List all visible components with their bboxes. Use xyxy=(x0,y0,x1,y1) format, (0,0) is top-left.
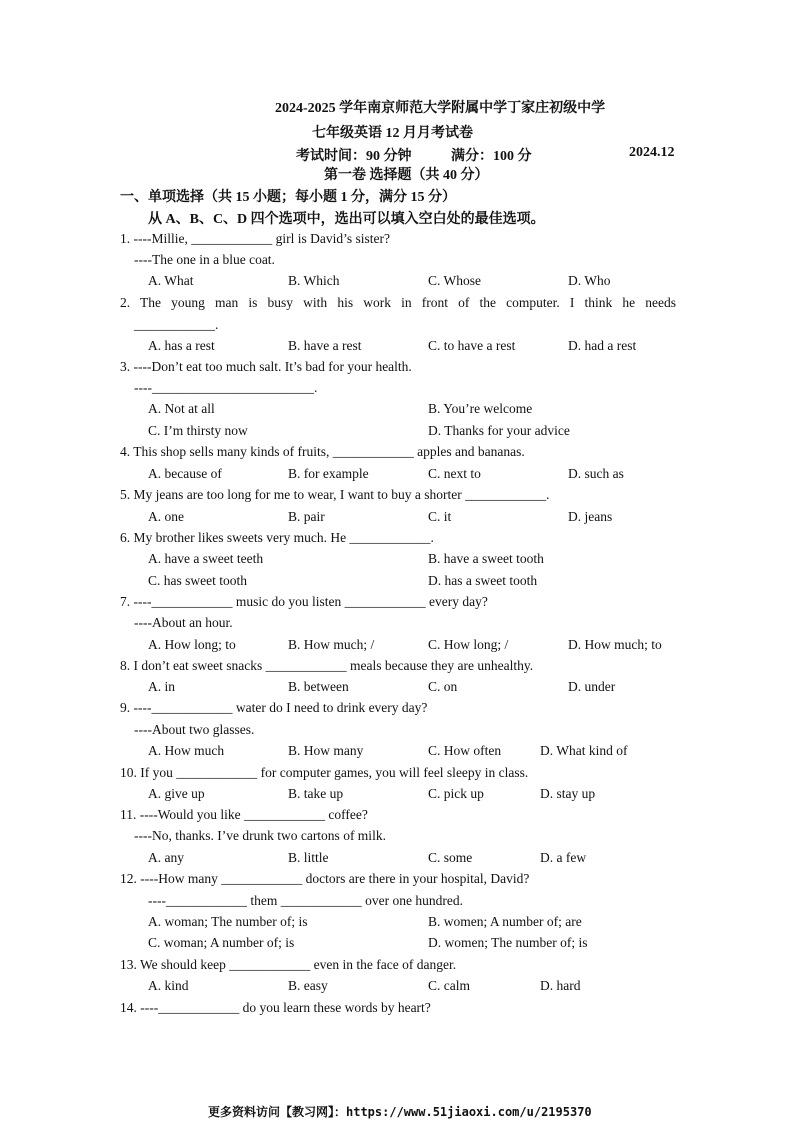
option: B. Which xyxy=(288,273,340,288)
option: D. a few xyxy=(540,850,587,865)
option: A. one xyxy=(148,509,184,524)
option: D. Thanks for your advice xyxy=(428,423,570,438)
option: B. between xyxy=(288,679,349,694)
option: D. women; The number of; is xyxy=(428,935,588,950)
option: B. have a sweet tooth xyxy=(428,551,544,566)
option: D. Who xyxy=(568,273,611,288)
option: A. What xyxy=(148,273,194,288)
part-title: 第一卷 选择题（共 40 分） xyxy=(324,168,489,183)
option: B. You’re welcome xyxy=(428,401,533,416)
question-line: 12. ----How many ____________ doctors are there in your hospital, David? xyxy=(120,871,530,886)
option: C. Whose xyxy=(428,273,481,288)
section-instruction: 从 A、B、C、D 四个选项中，选出可以填入空白处的最佳选项。 xyxy=(148,212,545,227)
option: B. easy xyxy=(288,978,328,993)
option: A. Not at all xyxy=(148,401,215,416)
exam-date: 2024.12 xyxy=(629,145,675,160)
option: A. How long; to xyxy=(148,637,236,652)
question-line: 3. ----Don’t eat too much salt. It’s bad for your health. xyxy=(120,359,412,374)
question-line: 6. My brother likes sweets very much. He ____________. xyxy=(120,530,434,545)
option: C. it xyxy=(428,509,452,524)
option: C. on xyxy=(428,679,458,694)
exam-score: 满分：100 分 xyxy=(451,149,532,164)
option: A. give up xyxy=(148,786,205,801)
question-line: 7. ----____________ music do you listen ____________ every day? xyxy=(120,594,488,609)
option: C. to have a rest xyxy=(428,338,516,353)
option: C. has sweet tooth xyxy=(148,573,247,588)
option: D. has a sweet tooth xyxy=(428,573,538,588)
option: C. How long; / xyxy=(428,637,509,652)
option: B. have a rest xyxy=(288,338,362,353)
question-line: 11. ----Would you like ____________ coffee? xyxy=(120,807,368,822)
question-line: 10. If you ____________ for computer games, you will feel sleepy in class. xyxy=(120,765,529,780)
option: B. women; A number of; are xyxy=(428,914,582,929)
option: C. some xyxy=(428,850,473,865)
option: A. has a rest xyxy=(148,338,215,353)
option: A. How much xyxy=(148,743,225,758)
option: C. I’m thirsty now xyxy=(148,423,248,438)
option: A. any xyxy=(148,850,184,865)
question-line: 1. ----Millie, ____________ girl is David’s sister? xyxy=(120,231,390,246)
option: C. calm xyxy=(428,978,470,993)
question-line: ____________. xyxy=(134,317,219,332)
footer-link-text: 更多资料访问【教习网】：https://www.51jiaoxi.com/u/2195370 xyxy=(208,1105,592,1119)
exam-title: 七年级英语 12 月月考试卷 xyxy=(312,126,473,141)
option: C. pick up xyxy=(428,786,484,801)
option: B. pair xyxy=(288,509,325,524)
question-line: 13. We should keep ____________ even in the face of danger. xyxy=(120,957,457,972)
option: D. How much; to xyxy=(568,637,662,652)
option: D. such as xyxy=(568,466,624,481)
option: D. stay up xyxy=(540,786,596,801)
question-line: ----The one in a blue coat. xyxy=(134,252,275,267)
option: D. What kind of xyxy=(540,743,628,758)
option: D. jeans xyxy=(568,509,613,524)
option: A. kind xyxy=(148,978,189,993)
question-line: ----________________________. xyxy=(134,380,318,395)
section-title: 一、单项选择（共 15 小题；每小题 1 分，满分 15 分） xyxy=(120,190,456,205)
option: A. in xyxy=(148,679,175,694)
question-line: 5. My jeans are too long for me to wear, I want to buy a shorter ____________. xyxy=(120,487,550,502)
question-line: 2. The young man is busy with his work in front of the computer. I think he needs xyxy=(120,295,676,310)
question-line: 9. ----____________ water do I need to drink every day? xyxy=(120,700,428,715)
option: D. under xyxy=(568,679,616,694)
question-line: 8. I don’t eat sweet snacks ____________ meals because they are unhealthy. xyxy=(120,658,534,673)
option: B. How much; / xyxy=(288,637,375,652)
exam-info xyxy=(296,145,686,165)
question-line: ----____________ them ____________ over one hundred. xyxy=(148,893,463,908)
school-title: 2024-2025 学年南京师范大学附属中学丁家庄初级中学 xyxy=(275,101,606,116)
option: A. because of xyxy=(148,466,222,481)
question-line: ----No, thanks. I’ve drunk two cartons of milk. xyxy=(134,828,386,843)
question-line: 4. This shop sells many kinds of fruits, ____________ apples and bananas. xyxy=(120,444,525,459)
exam-time: 考试时间：90 分钟 xyxy=(296,149,412,164)
option: B. little xyxy=(288,850,329,865)
question-line: ----About an hour. xyxy=(134,615,233,630)
option: D. hard xyxy=(540,978,581,993)
option: A. woman; The number of; is xyxy=(148,914,308,929)
option: C. next to xyxy=(428,466,481,481)
option: D. had a rest xyxy=(568,338,637,353)
option: A. have a sweet teeth xyxy=(148,551,264,566)
option: B. How many xyxy=(288,743,364,758)
option: C. woman; A number of; is xyxy=(148,935,295,950)
option: C. How often xyxy=(428,743,502,758)
option: B. take up xyxy=(288,786,344,801)
question-line: ----About two glasses. xyxy=(134,722,255,737)
option: B. for example xyxy=(288,466,369,481)
question-line: 14. ----____________ do you learn these words by heart? xyxy=(120,1000,431,1015)
